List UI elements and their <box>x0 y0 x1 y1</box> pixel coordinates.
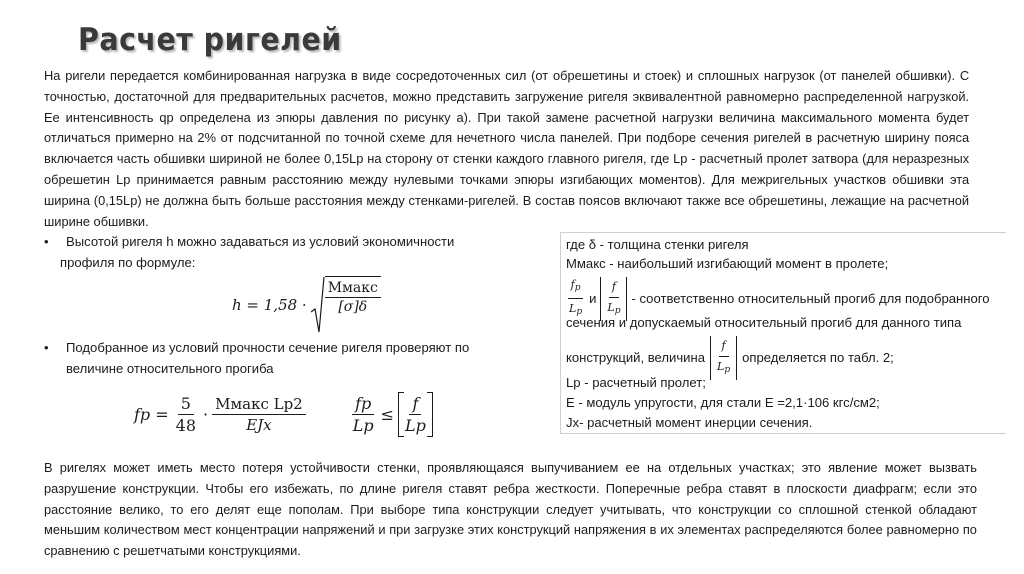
legend-deflection-text: - соответственно относительный прогиб для подобранного <box>631 290 990 306</box>
height-formula-lhs: h = 1,58 · <box>232 296 307 314</box>
bullet-dot: • <box>44 234 49 249</box>
allow-num: f <box>409 394 421 415</box>
height-formula-den: [σ]δ <box>338 299 368 315</box>
coef-num: 5 <box>178 394 194 415</box>
bullet-dot: • <box>44 340 49 355</box>
allow-den: Lp <box>405 416 426 435</box>
height-formula <box>232 276 381 334</box>
bullet-check-line2: величине относительного прогиба <box>66 360 274 376</box>
leq-sign: ≤ <box>380 405 395 424</box>
legend-span: Lp - расчетный пролет; <box>566 375 706 390</box>
bullet-check <box>44 338 470 379</box>
legend-table: конструкций, величина $\frac{f}{L_p}$ определяется по табл. 2; <box>566 336 894 380</box>
deflection-lhs: fp = <box>134 405 169 424</box>
moment-num: Mмакс Lp2 <box>212 395 306 415</box>
bullet-check-line1: Подобранное из условий прочности сечение ригеля проверяют по <box>66 340 470 355</box>
legend-deflection: $\frac{f_p}{L_p}$ и $\frac{f}{L_p}$ - соответственно относительный прогиб для подобранного <box>566 276 990 321</box>
coef-den: 48 <box>175 416 197 435</box>
bullet-height-line2: профиля по формуле: <box>60 254 196 270</box>
page-title: Расчет ригелей <box>78 22 342 58</box>
legend-inertia: Jx- расчетный момент инерции сечения. <box>566 415 813 430</box>
sqrt-icon <box>311 276 325 334</box>
deflection-formula: fp = $\frac{5}{48}$ · $\frac{\text{Mмакс Lp2}}{\text{EJx}}$ $\frac{fp}{Lp}$ ≤ $\frac{f}{Lp}$ <box>134 392 433 437</box>
sqrt-group <box>311 276 381 334</box>
cond-den: Lp <box>352 416 374 435</box>
bullet-height-line1: Высотой ригеля h можно задаваться из условий экономичности <box>66 234 455 249</box>
height-formula-num: Mмакс <box>325 280 381 298</box>
cond-num: fp <box>352 394 374 415</box>
bracket-group <box>398 392 433 437</box>
bullet-height <box>44 232 455 273</box>
moment-den: EJx <box>246 416 272 434</box>
bottom-paragraph: В ригелях может иметь место потеря устойчивости стенки, проявляющаяся выпучиванием ее на отдельных участках; это явление может вызвать разрушение конструкции. Чтобы его избежать, по длине ригеля ставят ребра жесткости. Поперечные ребра ставят в плоскости диафрагм; если это расстояние велико, то его делят еще пополам. При выборе типа конструкции следует учитывать, что конструкции со сплошной стенкой обладают меньшим количеством мест концентрации напряжений и при загрузке этих конструкций напряжения в их элементах распределяются более равномерно по сравнению с решетчатыми конструкциями. <box>44 460 977 559</box>
intro-paragraph: На ригели передается комбинированная нагрузка в виде сосредоточенных сил (от обрешетины и стоек) и сплошных нагрузок (от панелей обшивки). С точностью, достаточной для предварительных расчетов, можно представить загружение ригеля эквивалентной равномерно распределенной нагрузкой. Ее интенсивность qp определена из эпюры давления по рисунку а). При такой замене расчетной нагрузки величина максимального момента будет отличаться примерно на 2% от подсчитанной по точной схеме для нечетного числа панелей. При подборе сечения ригелей в расчетную ширину пояса включается часть обшивки шириной не более 0,15Lp на сторону от стенки каждого главного ригеля, где Lp - расчетный пролет затвора (для неразрезных обрешетин Lp принимается равным расстоянию между нулевыми точками эпюры изгибающих моментов). Для межригельных участков обшивки эта ширина (0,15Lp) не должна быть больше расстояния между стенками-ригелей. В состав поясов включают также все обрешетины, лежащие на расчетной ширине обшивки. <box>44 68 970 229</box>
legend-section: сечения и допускаемый относительный прогиб для данного типа <box>566 315 962 330</box>
legend-mmax: Mмакс - наибольший изгибающий момент в пролете; <box>566 256 889 271</box>
legend-table-a: конструкций, величина <box>566 350 706 365</box>
legend-modulus: E - модуль упругости, для стали E =2,1·106 кгс/см2; <box>566 395 880 410</box>
legend-and: и <box>589 290 597 306</box>
legend-delta: где δ - толщина стенки ригеля <box>566 237 749 252</box>
legend-table-b: определяется по табл. 2; <box>742 350 894 365</box>
